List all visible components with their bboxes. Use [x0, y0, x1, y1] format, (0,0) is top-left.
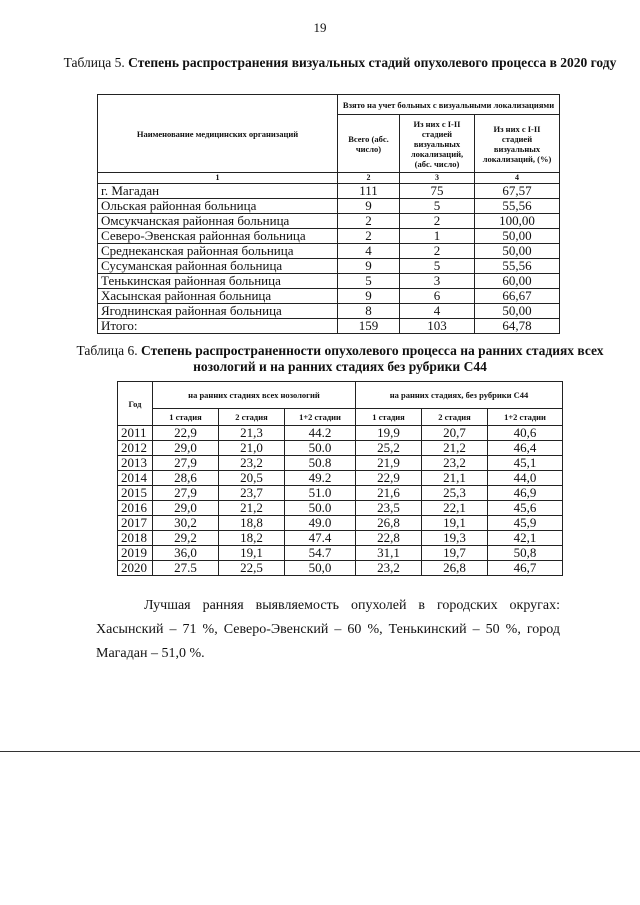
cell-pct: 55,56 [475, 199, 560, 214]
cell-pct: 64,78 [475, 319, 560, 334]
table-row [118, 426, 563, 441]
cell-pct: 100,00 [475, 214, 560, 229]
cell-b1: 31,1 [356, 546, 422, 561]
cell-b2: 22,1 [422, 501, 488, 516]
table5-header-total: Всего (абс. число) [338, 115, 400, 173]
cell-pct: 50,00 [475, 244, 560, 259]
cell-b12: 50,8 [488, 546, 563, 561]
table-row [118, 546, 563, 561]
cell-year: 2019 [118, 546, 153, 561]
table6-early-stages [117, 381, 563, 576]
table5-colnum-1: 1 [98, 173, 338, 184]
cell-name: Итого: [98, 319, 338, 334]
table5-visual-stages [97, 94, 560, 334]
cell-year: 2011 [118, 426, 153, 441]
cell-pct: 66,67 [475, 289, 560, 304]
cell-a1: 27,9 [153, 486, 219, 501]
cell-b2: 23,2 [422, 456, 488, 471]
cell-a12: 44.2 [285, 426, 356, 441]
cell-pct: 55,56 [475, 259, 560, 274]
cell-early: 103 [400, 319, 475, 334]
cell-total: 2 [338, 229, 400, 244]
table-row [118, 501, 563, 516]
cell-year: 2013 [118, 456, 153, 471]
cell-a2: 19,1 [219, 546, 285, 561]
cell-a1: 29,2 [153, 531, 219, 546]
cell-a1: 22,9 [153, 426, 219, 441]
table-row [98, 199, 560, 214]
cell-total: 9 [338, 259, 400, 274]
table-row [98, 304, 560, 319]
cell-a2: 21,0 [219, 441, 285, 456]
cell-a2: 18,8 [219, 516, 285, 531]
cell-a1: 27,9 [153, 456, 219, 471]
cell-early: 6 [400, 289, 475, 304]
footer-divider [0, 751, 640, 752]
table6-header-a-stage2: 2 стадия [219, 409, 285, 426]
cell-name: Хасынская районная больница [98, 289, 338, 304]
cell-a12: 50.0 [285, 501, 356, 516]
table5-header-early-abs: Из них с I-II стадией визуальных локализаций, (абс. число) [400, 115, 475, 173]
cell-a1: 27.5 [153, 561, 219, 576]
table-row [118, 471, 563, 486]
cell-b1: 25,2 [356, 441, 422, 456]
cell-pct: 60,00 [475, 274, 560, 289]
cell-a12: 47.4 [285, 531, 356, 546]
cell-year: 2017 [118, 516, 153, 531]
cell-b1: 21,6 [356, 486, 422, 501]
table6-header-without-c44: на ранних стадиях, без рубрики С44 [356, 382, 563, 409]
cell-b2: 20,7 [422, 426, 488, 441]
table5-caption [60, 55, 620, 71]
table-row [98, 289, 560, 304]
cell-name: Ягоднинская районная больница [98, 304, 338, 319]
table-row [118, 456, 563, 471]
table6-header-b-stage2: 2 стадия [422, 409, 488, 426]
table6-caption-prefix: Таблица 6. [76, 343, 138, 358]
cell-a2: 21,2 [219, 501, 285, 516]
cell-name: Ольская районная больница [98, 199, 338, 214]
conclusion-paragraph [96, 594, 560, 666]
table5-header-group: Взято на учет больных с визуальными локализациями [338, 95, 560, 115]
cell-pct: 67,57 [475, 184, 560, 199]
table5-caption-title: Степень распространения визуальных стадий опухолевого процесса в 2020 году [128, 55, 617, 70]
table-row [98, 259, 560, 274]
table5-colnum-4: 4 [475, 173, 560, 184]
cell-a2: 23,2 [219, 456, 285, 471]
table-row [98, 229, 560, 244]
page-number: 19 [313, 20, 327, 35]
cell-a12: 54.7 [285, 546, 356, 561]
cell-name: г. Магадан [98, 184, 338, 199]
cell-name: Тенькинская районная больница [98, 274, 338, 289]
cell-b2: 21,2 [422, 441, 488, 456]
table5-colnum-2: 2 [338, 173, 400, 184]
table5-colnum-3: 3 [400, 173, 475, 184]
cell-b12: 46,4 [488, 441, 563, 456]
cell-b1: 26,8 [356, 516, 422, 531]
cell-early: 3 [400, 274, 475, 289]
cell-total: 2 [338, 214, 400, 229]
cell-year: 2014 [118, 471, 153, 486]
cell-b12: 45,6 [488, 501, 563, 516]
cell-early: 4 [400, 304, 475, 319]
table5-header-organization: Наименование медицинских организаций [98, 95, 338, 173]
table6-caption-title: Степень распространенности опухолевого процесса на ранних стадиях всех нозологий и на ранних стадиях без рубрики С44 [141, 343, 604, 374]
cell-total: 5 [338, 274, 400, 289]
cell-early: 5 [400, 259, 475, 274]
cell-pct: 50,00 [475, 304, 560, 319]
cell-year: 2018 [118, 531, 153, 546]
cell-year: 2016 [118, 501, 153, 516]
cell-a2: 20,5 [219, 471, 285, 486]
cell-year: 2015 [118, 486, 153, 501]
cell-a2: 23,7 [219, 486, 285, 501]
table-row [98, 319, 560, 334]
table-row [118, 486, 563, 501]
table6-header-all-nosologies: на ранних стадиях всех нозологий [153, 382, 356, 409]
cell-early: 75 [400, 184, 475, 199]
cell-a12: 50,0 [285, 561, 356, 576]
cell-year: 2020 [118, 561, 153, 576]
cell-total: 159 [338, 319, 400, 334]
table-row [118, 531, 563, 546]
cell-b12: 45,1 [488, 456, 563, 471]
cell-a12: 49.2 [285, 471, 356, 486]
cell-a12: 51.0 [285, 486, 356, 501]
table-row [98, 244, 560, 259]
cell-b1: 21,9 [356, 456, 422, 471]
cell-name: Сусуманская районная больница [98, 259, 338, 274]
table-row [98, 214, 560, 229]
cell-total: 4 [338, 244, 400, 259]
cell-early: 2 [400, 244, 475, 259]
cell-total: 9 [338, 199, 400, 214]
table-row [118, 516, 563, 531]
cell-b1: 23,2 [356, 561, 422, 576]
cell-b2: 19,7 [422, 546, 488, 561]
cell-a12: 49.0 [285, 516, 356, 531]
cell-b1: 22,8 [356, 531, 422, 546]
cell-b2: 19,3 [422, 531, 488, 546]
cell-b12: 45,9 [488, 516, 563, 531]
table6-header-a-stage1: 1 стадия [153, 409, 219, 426]
table6-header-b-stage1: 1 стадия [356, 409, 422, 426]
table-row [98, 274, 560, 289]
table6-header-b-stage12: 1+2 стадии [488, 409, 563, 426]
cell-total: 9 [338, 289, 400, 304]
cell-b1: 19,9 [356, 426, 422, 441]
cell-a1: 36,0 [153, 546, 219, 561]
cell-b2: 25,3 [422, 486, 488, 501]
table6-header-a-stage12: 1+2 стадии [285, 409, 356, 426]
cell-a2: 21,3 [219, 426, 285, 441]
table-row [98, 184, 560, 199]
cell-b2: 19,1 [422, 516, 488, 531]
cell-b12: 40,6 [488, 426, 563, 441]
cell-total: 8 [338, 304, 400, 319]
cell-name: Омсукчанская районная больница [98, 214, 338, 229]
cell-b12: 42,1 [488, 531, 563, 546]
cell-a1: 29,0 [153, 441, 219, 456]
table5-header-early-pct: Из них с I-II стадией визуальных локализаций, (%) [475, 115, 560, 173]
cell-b12: 44,0 [488, 471, 563, 486]
cell-year: 2012 [118, 441, 153, 456]
cell-a2: 18,2 [219, 531, 285, 546]
cell-b2: 21,1 [422, 471, 488, 486]
cell-pct: 50,00 [475, 229, 560, 244]
table6-header-year: Год [118, 382, 153, 426]
cell-b1: 23,5 [356, 501, 422, 516]
cell-a2: 22,5 [219, 561, 285, 576]
cell-early: 1 [400, 229, 475, 244]
cell-early: 5 [400, 199, 475, 214]
cell-b12: 46,9 [488, 486, 563, 501]
cell-a1: 30,2 [153, 516, 219, 531]
table6-caption [60, 343, 620, 375]
cell-b12: 46,7 [488, 561, 563, 576]
cell-b2: 26,8 [422, 561, 488, 576]
table-row [118, 561, 563, 576]
cell-name: Среднеканская районная больница [98, 244, 338, 259]
cell-a12: 50.0 [285, 441, 356, 456]
table-row [118, 441, 563, 456]
cell-a1: 28,6 [153, 471, 219, 486]
conclusion-text: Лучшая ранняя выявляемость опухолей в городских округах: Хасынский – 71 %, Северо-Эвенский – 60 %, Тенькинский – 50 %, город Магадан – 51,0 %. [96, 598, 560, 661]
table5-caption-prefix: Таблица 5. [63, 55, 125, 70]
cell-a12: 50.8 [285, 456, 356, 471]
cell-early: 2 [400, 214, 475, 229]
cell-name: Северо-Эвенская районная больница [98, 229, 338, 244]
cell-total: 111 [338, 184, 400, 199]
cell-b1: 22,9 [356, 471, 422, 486]
cell-a1: 29,0 [153, 501, 219, 516]
